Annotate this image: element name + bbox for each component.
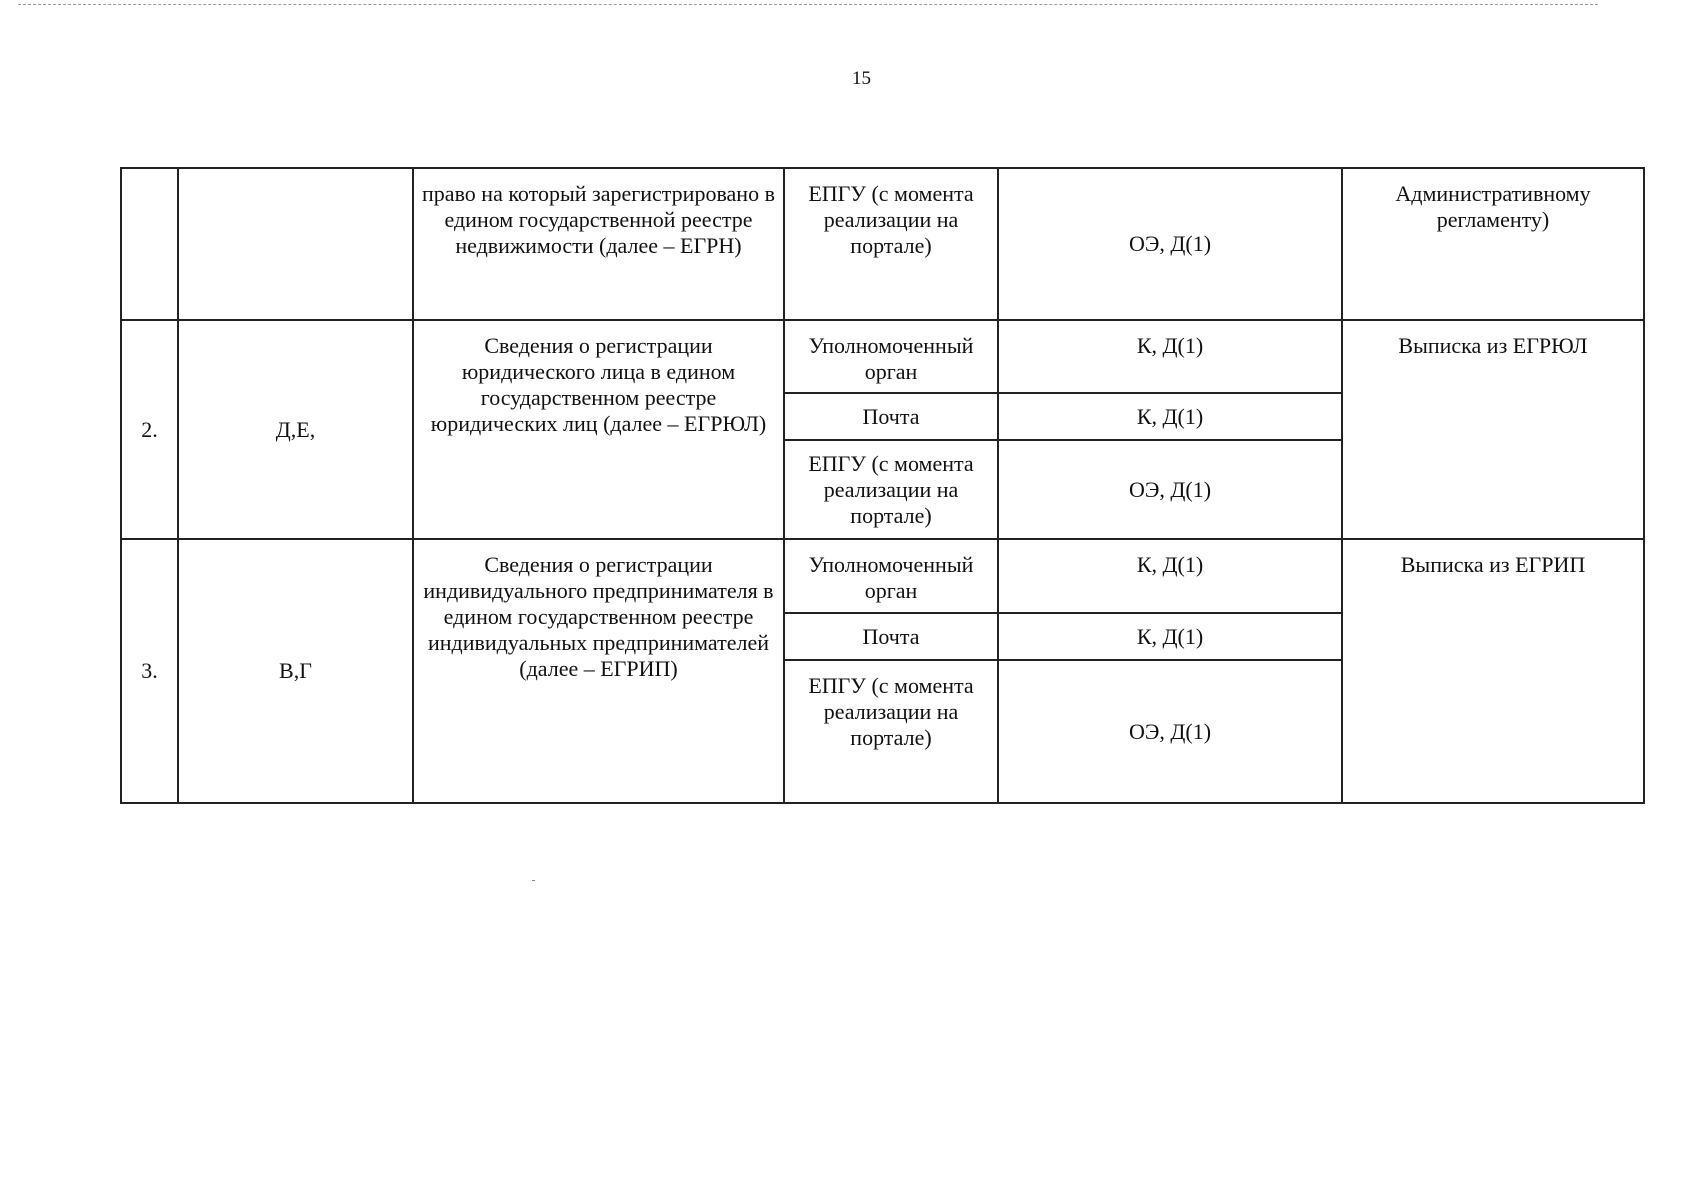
result-cell: Выписка из ЕГРИП: [1342, 539, 1644, 803]
format-cell: ОЭ, Д(1): [998, 440, 1342, 539]
channel-cell: Уполномоченный орган: [784, 539, 998, 613]
channel-cell: Уполномоченный орган: [784, 320, 998, 393]
channel-cell: ЕПГУ (с момента реализации на портале): [784, 660, 998, 803]
format-cell: К, Д(1): [998, 393, 1342, 440]
document-table: [120, 167, 1645, 804]
format-cell: К, Д(1): [998, 539, 1342, 613]
scan-artifact: [532, 880, 535, 881]
row-letters-cell: [178, 168, 413, 320]
result-cell: Выписка из ЕГРЮЛ: [1342, 320, 1644, 539]
top-scan-rule: [18, 4, 1598, 5]
format-cell: ОЭ, Д(1): [998, 168, 1342, 320]
row-letters-cell: В,Г: [178, 539, 413, 803]
format-cell: К, Д(1): [998, 320, 1342, 393]
row-letters-cell: Д,Е,: [178, 320, 413, 539]
table-row: [121, 539, 1644, 613]
result-cell: Административному регламенту): [1342, 168, 1644, 320]
table-row: [121, 320, 1644, 393]
format-cell: К, Д(1): [998, 613, 1342, 660]
description-cell: Сведения о регистрации индивидуального предпринимателя в едином государственном реестре индивидуальных предпринимателей (далее – ЕГРИП): [413, 539, 784, 803]
channel-cell: Почта: [784, 393, 998, 440]
format-cell: ОЭ, Д(1): [998, 660, 1342, 803]
row-number-cell: [121, 168, 178, 320]
row-number-cell: 2.: [121, 320, 178, 539]
description-cell: Сведения о регистрации юридического лица в едином государственном реестре юридических лиц (далее – ЕГРЮЛ): [413, 320, 784, 539]
channel-cell: ЕПГУ (с момента реализации на портале): [784, 440, 998, 539]
page-number: 15: [852, 68, 871, 89]
channel-cell: ЕПГУ (с момента реализации на портале): [784, 168, 998, 320]
channel-cell: Почта: [784, 613, 998, 660]
row-number-cell: 3.: [121, 539, 178, 803]
description-cell: право на который зарегистрировано в едином государственной реестре недвижимости (далее – ЕГРН): [413, 168, 784, 320]
table-row: [121, 168, 1644, 320]
